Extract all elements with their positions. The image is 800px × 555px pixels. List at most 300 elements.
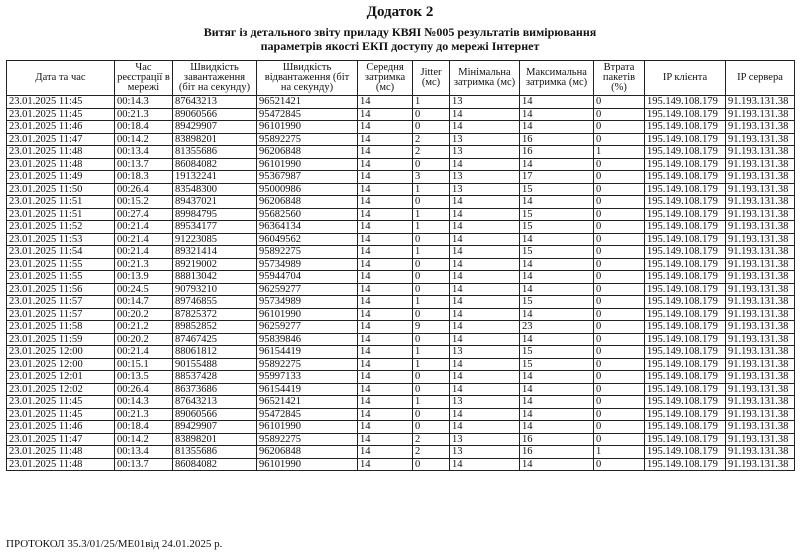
- table-cell: 91.193.131.38: [726, 421, 795, 434]
- table-cell: 23.01.2025 11:45: [7, 396, 115, 409]
- table-cell: 1: [413, 183, 450, 196]
- table-cell: 96101990: [257, 121, 358, 134]
- table-cell: 91.193.131.38: [726, 346, 795, 359]
- table-cell: 0: [594, 296, 645, 309]
- table-cell: 3: [413, 171, 450, 184]
- table-row: [7, 246, 795, 259]
- table-cell: 0: [594, 433, 645, 446]
- table-cell: 23.01.2025 11:55: [7, 271, 115, 284]
- table-cell: 23.01.2025 12:00: [7, 346, 115, 359]
- table-cell: 14: [520, 121, 594, 134]
- table-cell: 0: [413, 408, 450, 421]
- table-cell: 96206848: [257, 196, 358, 209]
- table-cell: 195.149.108.179: [645, 258, 726, 271]
- table-row: [7, 358, 795, 371]
- table-cell: 0: [413, 371, 450, 384]
- table-cell: 14: [358, 408, 413, 421]
- table-cell: 91.193.131.38: [726, 196, 795, 209]
- table-cell: 0: [594, 396, 645, 409]
- table-cell: 14: [358, 371, 413, 384]
- table-cell: 14: [358, 421, 413, 434]
- table-row: [7, 321, 795, 334]
- table-cell: 195.149.108.179: [645, 196, 726, 209]
- table-cell: 00:18.3: [115, 171, 173, 184]
- table-cell: 0: [413, 271, 450, 284]
- table-cell: 0: [594, 283, 645, 296]
- table-cell: 00:13.4: [115, 146, 173, 159]
- table-cell: 15: [520, 346, 594, 359]
- table-cell: 195.149.108.179: [645, 208, 726, 221]
- table-cell: 89321414: [173, 246, 257, 259]
- table-cell: 00:24.5: [115, 283, 173, 296]
- table-cell: 0: [594, 96, 645, 109]
- table-cell: 87643213: [173, 396, 257, 409]
- column-header: Jitter (мс): [413, 61, 450, 96]
- table-cell: 14: [450, 333, 520, 346]
- table-cell: 14: [520, 96, 594, 109]
- table-cell: 91.193.131.38: [726, 208, 795, 221]
- table-cell: 14: [450, 308, 520, 321]
- table-cell: 13: [450, 446, 520, 459]
- table-cell: 88813042: [173, 271, 257, 284]
- table-cell: 0: [413, 158, 450, 171]
- table-row: [7, 221, 795, 234]
- table-cell: 95367987: [257, 171, 358, 184]
- table-cell: 23.01.2025 11:54: [7, 246, 115, 259]
- table-cell: 14: [450, 421, 520, 434]
- table-cell: 00:21.3: [115, 258, 173, 271]
- table-cell: 14: [358, 221, 413, 234]
- table-cell: 16: [520, 446, 594, 459]
- table-cell: 13: [450, 396, 520, 409]
- table-cell: 14: [358, 346, 413, 359]
- table-cell: 23.01.2025 11:57: [7, 308, 115, 321]
- table-cell: 23.01.2025 12:00: [7, 358, 115, 371]
- table-cell: 15: [520, 183, 594, 196]
- table-cell: 89984795: [173, 208, 257, 221]
- table-cell: 14: [358, 296, 413, 309]
- table-cell: 00:15.2: [115, 196, 173, 209]
- table-cell: 0: [594, 196, 645, 209]
- table-cell: 23.01.2025 11:48: [7, 146, 115, 159]
- table-cell: 195.149.108.179: [645, 421, 726, 434]
- table-cell: 91.193.131.38: [726, 233, 795, 246]
- table-cell: 00:26.4: [115, 183, 173, 196]
- table-cell: 14: [450, 158, 520, 171]
- table-cell: 91.193.131.38: [726, 358, 795, 371]
- table-cell: 0: [594, 458, 645, 471]
- table-cell: 0: [594, 333, 645, 346]
- table-cell: 195.149.108.179: [645, 296, 726, 309]
- table-cell: 23.01.2025 11:49: [7, 171, 115, 184]
- table-cell: 91.193.131.38: [726, 283, 795, 296]
- table-cell: 195.149.108.179: [645, 358, 726, 371]
- table-cell: 14: [358, 158, 413, 171]
- table-cell: 13: [450, 133, 520, 146]
- table-cell: 00:18.4: [115, 421, 173, 434]
- table-cell: 195.149.108.179: [645, 108, 726, 121]
- table-cell: 91.193.131.38: [726, 271, 795, 284]
- table-cell: 0: [594, 383, 645, 396]
- table-cell: 0: [413, 458, 450, 471]
- table-cell: 81355686: [173, 446, 257, 459]
- table-cell: 9: [413, 321, 450, 334]
- table-cell: 0: [413, 233, 450, 246]
- table-row: [7, 371, 795, 384]
- table-cell: 86084082: [173, 158, 257, 171]
- table-cell: 23.01.2025 11:52: [7, 221, 115, 234]
- table-cell: 87643213: [173, 96, 257, 109]
- table-row: [7, 421, 795, 434]
- table-cell: 0: [413, 258, 450, 271]
- column-header: IP сервера: [726, 61, 795, 96]
- table-cell: 15: [520, 208, 594, 221]
- table-cell: 91.193.131.38: [726, 308, 795, 321]
- table-cell: 91.193.131.38: [726, 371, 795, 384]
- table-cell: 91.193.131.38: [726, 383, 795, 396]
- table-cell: 14: [520, 371, 594, 384]
- table-cell: 00:26.4: [115, 383, 173, 396]
- table-cell: 14: [450, 321, 520, 334]
- appendix-title: Додаток 2: [366, 4, 434, 20]
- table-cell: 0: [594, 346, 645, 359]
- table-cell: 91.193.131.38: [726, 321, 795, 334]
- table-cell: 14: [358, 283, 413, 296]
- table-cell: 23.01.2025 11:48: [7, 446, 115, 459]
- column-header: Мінімальна затримка (мс): [450, 61, 520, 96]
- table-cell: 91223085: [173, 233, 257, 246]
- table-cell: 00:14.3: [115, 396, 173, 409]
- table-cell: 195.149.108.179: [645, 446, 726, 459]
- table-cell: 0: [413, 308, 450, 321]
- table-header: [7, 61, 795, 96]
- table-cell: 96101990: [257, 158, 358, 171]
- table-cell: 14: [450, 221, 520, 234]
- column-header: Втрата пакетів (%): [594, 61, 645, 96]
- table-cell: 96206848: [257, 446, 358, 459]
- table-cell: 83898201: [173, 433, 257, 446]
- table-cell: 23.01.2025 11:46: [7, 121, 115, 134]
- table-cell: 195.149.108.179: [645, 221, 726, 234]
- table-cell: 14: [358, 146, 413, 159]
- table-cell: 14: [450, 283, 520, 296]
- table-cell: 95997133: [257, 371, 358, 384]
- table-cell: 14: [358, 258, 413, 271]
- table-cell: 86084082: [173, 458, 257, 471]
- table-cell: 96154419: [257, 346, 358, 359]
- table-cell: 23.01.2025 11:51: [7, 196, 115, 209]
- table-cell: 00:21.2: [115, 321, 173, 334]
- table-cell: 95000986: [257, 183, 358, 196]
- table-cell: 23.01.2025 11:47: [7, 133, 115, 146]
- table-cell: 14: [520, 271, 594, 284]
- table-cell: 0: [413, 383, 450, 396]
- table-cell: 15: [520, 296, 594, 309]
- table-row: [7, 158, 795, 171]
- table-cell: 89534177: [173, 221, 257, 234]
- table-cell: 96521421: [257, 396, 358, 409]
- table-cell: 95839846: [257, 333, 358, 346]
- table-cell: 1: [413, 296, 450, 309]
- table-cell: 195.149.108.179: [645, 233, 726, 246]
- table-cell: 00:14.7: [115, 296, 173, 309]
- column-header: Швидкість відвантаження (біт на секунду): [257, 61, 358, 96]
- table-cell: 0: [594, 171, 645, 184]
- table-cell: 96154419: [257, 383, 358, 396]
- table-cell: 14: [450, 233, 520, 246]
- table-cell: 1: [594, 146, 645, 159]
- table-cell: 91.193.131.38: [726, 258, 795, 271]
- table-cell: 00:14.3: [115, 96, 173, 109]
- table-cell: 195.149.108.179: [645, 383, 726, 396]
- table-cell: 0: [594, 221, 645, 234]
- table-cell: 14: [520, 158, 594, 171]
- table-cell: 0: [413, 121, 450, 134]
- table-row: [7, 258, 795, 271]
- table-cell: 2: [413, 146, 450, 159]
- table-cell: 14: [450, 458, 520, 471]
- table-row: [7, 458, 795, 471]
- table-cell: 0: [413, 283, 450, 296]
- table-cell: 00:13.9: [115, 271, 173, 284]
- table-cell: 0: [594, 271, 645, 284]
- table-cell: 0: [413, 108, 450, 121]
- table-cell: 23.01.2025 11:45: [7, 108, 115, 121]
- table-cell: 95734989: [257, 296, 358, 309]
- table-row: [7, 296, 795, 309]
- table-cell: 16: [520, 133, 594, 146]
- column-header: Час реєстрації в мережі: [115, 61, 173, 96]
- table-cell: 14: [358, 183, 413, 196]
- report-heading: [150, 25, 650, 53]
- table-cell: 91.193.131.38: [726, 158, 795, 171]
- table-cell: 96521421: [257, 96, 358, 109]
- table-cell: 00:14.2: [115, 433, 173, 446]
- table-cell: 14: [450, 296, 520, 309]
- table-row: [7, 308, 795, 321]
- table-row: [7, 121, 795, 134]
- table-cell: 00:20.2: [115, 308, 173, 321]
- table-cell: 16: [520, 146, 594, 159]
- table-cell: 14: [520, 333, 594, 346]
- table-cell: 14: [358, 246, 413, 259]
- table-cell: 95892275: [257, 358, 358, 371]
- table-cell: 14: [520, 108, 594, 121]
- table-cell: 15: [520, 246, 594, 259]
- table-cell: 89060566: [173, 408, 257, 421]
- table-cell: 1: [594, 446, 645, 459]
- table-cell: 14: [358, 333, 413, 346]
- table-cell: 14: [358, 396, 413, 409]
- table-cell: 0: [594, 258, 645, 271]
- table-row: [7, 133, 795, 146]
- table-cell: 23.01.2025 12:01: [7, 371, 115, 384]
- table-cell: 91.193.131.38: [726, 121, 795, 134]
- table-cell: 14: [358, 96, 413, 109]
- report-heading-line1: Витяг із детального звіту приладу КВЯІ №005 результатів вимірювання: [203, 25, 597, 39]
- table-cell: 0: [594, 421, 645, 434]
- table-cell: 23.01.2025 11:47: [7, 433, 115, 446]
- table-cell: 1: [413, 358, 450, 371]
- table-cell: 00:20.2: [115, 333, 173, 346]
- column-header: Дата та час: [7, 61, 115, 96]
- table-cell: 00:27.4: [115, 208, 173, 221]
- table-cell: 195.149.108.179: [645, 408, 726, 421]
- table-cell: 14: [450, 121, 520, 134]
- table-cell: 14: [520, 196, 594, 209]
- table-cell: 91.193.131.38: [726, 333, 795, 346]
- table-cell: 195.149.108.179: [645, 133, 726, 146]
- table-cell: 00:15.1: [115, 358, 173, 371]
- table-row: [7, 183, 795, 196]
- table-cell: 14: [520, 308, 594, 321]
- table-cell: 2: [413, 133, 450, 146]
- table-cell: 91.193.131.38: [726, 146, 795, 159]
- table-cell: 00:21.4: [115, 346, 173, 359]
- table-cell: 00:13.4: [115, 446, 173, 459]
- table-cell: 95682560: [257, 208, 358, 221]
- table-cell: 14: [450, 271, 520, 284]
- table-cell: 23.01.2025 11:45: [7, 408, 115, 421]
- table-cell: 00:21.4: [115, 221, 173, 234]
- table-cell: 195.149.108.179: [645, 346, 726, 359]
- table-cell: 95472845: [257, 408, 358, 421]
- table-cell: 14: [358, 308, 413, 321]
- table-cell: 1: [413, 208, 450, 221]
- table-cell: 0: [594, 108, 645, 121]
- table-cell: 14: [520, 233, 594, 246]
- table-cell: 14: [520, 396, 594, 409]
- table-cell: 195.149.108.179: [645, 321, 726, 334]
- table-row: [7, 171, 795, 184]
- table-cell: 2: [413, 433, 450, 446]
- table-cell: 13: [450, 183, 520, 196]
- table-cell: 23.01.2025 11:48: [7, 458, 115, 471]
- table-cell: 96101990: [257, 458, 358, 471]
- table-cell: 14: [358, 208, 413, 221]
- table-cell: 195.149.108.179: [645, 271, 726, 284]
- table-cell: 00:21.4: [115, 246, 173, 259]
- report-heading-line2: параметрів якості ЕКП доступу до мережі Інтернет: [260, 39, 540, 53]
- table-cell: 23.01.2025 11:56: [7, 283, 115, 296]
- table-cell: 1: [413, 96, 450, 109]
- table-cell: 91.193.131.38: [726, 433, 795, 446]
- table-cell: 14: [358, 133, 413, 146]
- table-cell: 91.193.131.38: [726, 171, 795, 184]
- table-row: [7, 146, 795, 159]
- table-cell: 195.149.108.179: [645, 121, 726, 134]
- table-cell: 23.01.2025 12:02: [7, 383, 115, 396]
- table-cell: 14: [358, 271, 413, 284]
- protocol-footer: ПРОТОКОЛ 35.3/01/25/МЕ01від 24.01.2025 р.: [6, 538, 223, 550]
- table-cell: 96259277: [257, 321, 358, 334]
- table-cell: 96101990: [257, 421, 358, 434]
- table-cell: 14: [358, 358, 413, 371]
- table-cell: 14: [520, 408, 594, 421]
- table-cell: 14: [450, 246, 520, 259]
- table-cell: 19132241: [173, 171, 257, 184]
- table-cell: 96259277: [257, 283, 358, 296]
- table-cell: 14: [358, 121, 413, 134]
- table-cell: 96049562: [257, 233, 358, 246]
- table-cell: 1: [413, 221, 450, 234]
- column-header: Максимальна затримка (мс): [520, 61, 594, 96]
- table-cell: 23.01.2025 11:51: [7, 208, 115, 221]
- table-cell: 96101990: [257, 308, 358, 321]
- table-cell: 91.193.131.38: [726, 296, 795, 309]
- table-cell: 15: [520, 221, 594, 234]
- table-cell: 83548300: [173, 183, 257, 196]
- table-cell: 13: [450, 96, 520, 109]
- table-cell: 96206848: [257, 146, 358, 159]
- table-cell: 1: [413, 396, 450, 409]
- table-cell: 14: [520, 258, 594, 271]
- table-cell: 14: [358, 383, 413, 396]
- table-cell: 95944704: [257, 271, 358, 284]
- table-cell: 00:13.7: [115, 158, 173, 171]
- table-cell: 14: [450, 408, 520, 421]
- table-cell: 23.01.2025 11:48: [7, 158, 115, 171]
- table-row: [7, 108, 795, 121]
- table-cell: 91.193.131.38: [726, 408, 795, 421]
- table-cell: 14: [450, 383, 520, 396]
- table-cell: 13: [450, 146, 520, 159]
- table-cell: 0: [594, 321, 645, 334]
- table-cell: 195.149.108.179: [645, 371, 726, 384]
- table-cell: 00:21.3: [115, 408, 173, 421]
- table-cell: 23.01.2025 11:46: [7, 421, 115, 434]
- table-cell: 13: [450, 346, 520, 359]
- table-cell: 0: [594, 308, 645, 321]
- table-cell: 91.193.131.38: [726, 108, 795, 121]
- table-cell: 00:18.4: [115, 121, 173, 134]
- table-cell: 23.01.2025 11:55: [7, 258, 115, 271]
- table-cell: 0: [594, 408, 645, 421]
- table-cell: 14: [450, 358, 520, 371]
- table-cell: 14: [520, 458, 594, 471]
- table-cell: 90793210: [173, 283, 257, 296]
- table-cell: 14: [520, 383, 594, 396]
- table-cell: 89852852: [173, 321, 257, 334]
- table-row: [7, 333, 795, 346]
- column-header: Швидкість завантаження (біт на секунду): [173, 61, 257, 96]
- table-cell: 0: [594, 233, 645, 246]
- table-cell: 23.01.2025 11:53: [7, 233, 115, 246]
- table-cell: 89429907: [173, 421, 257, 434]
- table-cell: 91.193.131.38: [726, 96, 795, 109]
- table-cell: 14: [450, 208, 520, 221]
- table-row: [7, 346, 795, 359]
- table-cell: 16: [520, 433, 594, 446]
- table-cell: 0: [594, 183, 645, 196]
- table-cell: 195.149.108.179: [645, 283, 726, 296]
- table-cell: 0: [413, 333, 450, 346]
- table-cell: 89437021: [173, 196, 257, 209]
- table-cell: 0: [594, 208, 645, 221]
- table-cell: 195.149.108.179: [645, 246, 726, 259]
- table-cell: 0: [413, 196, 450, 209]
- table-body: [7, 96, 795, 471]
- table-cell: 95892275: [257, 246, 358, 259]
- table-cell: 91.193.131.38: [726, 446, 795, 459]
- table-cell: 195.149.108.179: [645, 433, 726, 446]
- table-cell: 87467425: [173, 333, 257, 346]
- table-cell: 23.01.2025 11:59: [7, 333, 115, 346]
- table-cell: 14: [358, 108, 413, 121]
- table-cell: 00:21.4: [115, 233, 173, 246]
- table-cell: 14: [358, 446, 413, 459]
- table-cell: 87825372: [173, 308, 257, 321]
